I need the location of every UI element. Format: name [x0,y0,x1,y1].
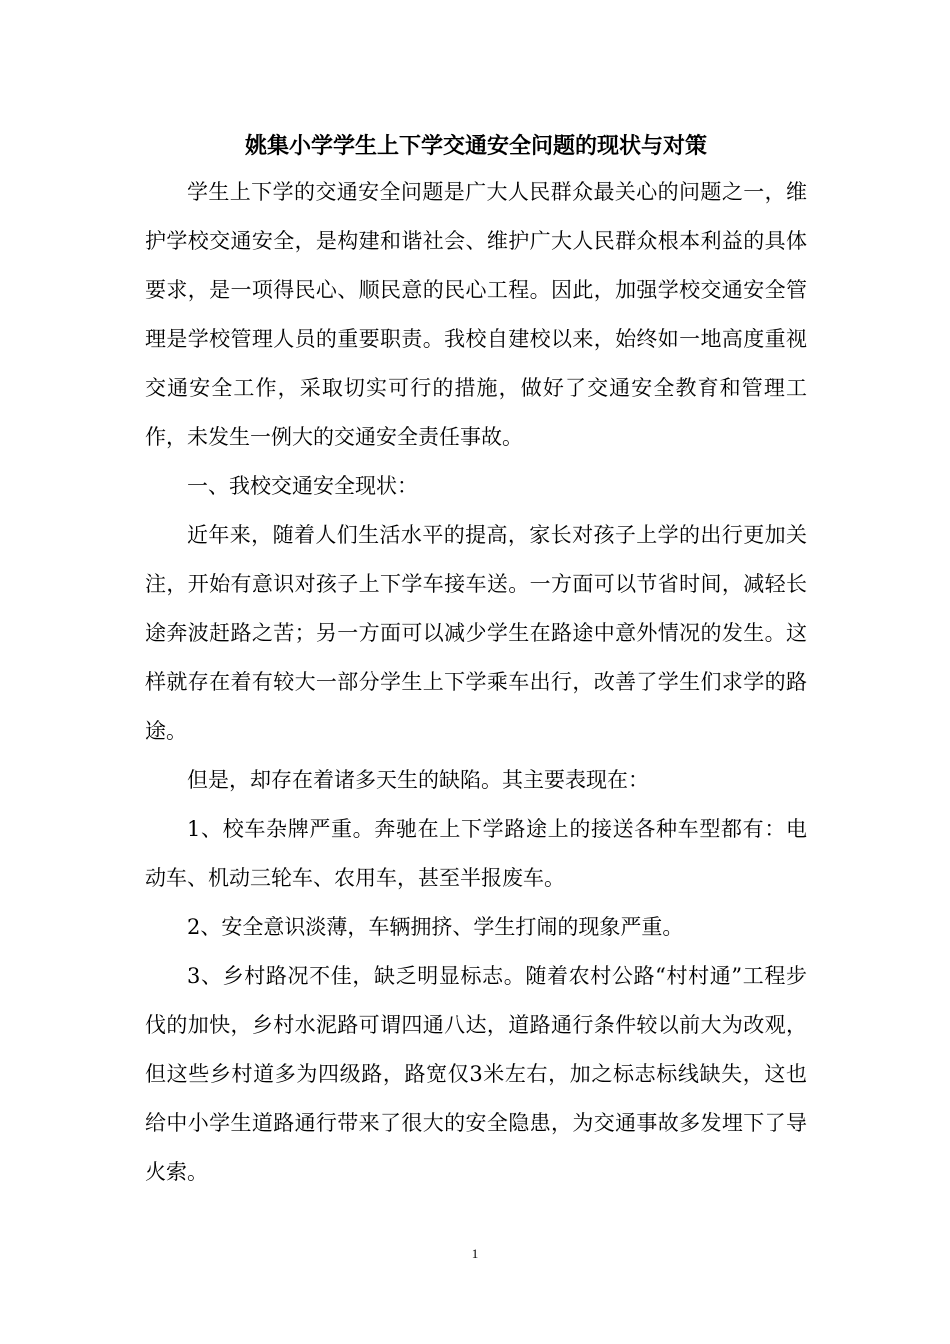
section-heading-current-status: 一、我校交通安全现状： [187,474,418,498]
list-item-2: 2、安全意识淡薄，车辆拥挤、学生打闹的现象严重。 [187,915,684,939]
list-item-3: 3、乡村路况不佳，缺乏明显标志。随着农村公路“村村通”工程步伐的加快，乡村水泥路可谓四通八达，道路通行条件较以前大为改观，但这些乡村道多为四级路，路宽仅3米左右，加之标志标线缺失，这也给中小学生道路通行带来了很大的安全隐患，为交通事故多发埋下了导火索。 [145,964,807,1184]
paragraph-recent-years: 近年来，随着人们生活水平的提高，家长对孩子上学的出行更加关注，开始有意识对孩子上下学车接车送。一方面可以节省时间，减轻长途奔波赶路之苦；另一方面可以减少学生在路途中意外情况的发生。这样就存在着有较大一部分学生上下学乘车出行，改善了学生们求学的路途。 [145,523,807,743]
paragraph-defects-intro: 但是，却存在着诸多天生的缺陷。其主要表现在： [187,768,649,792]
page-number: 1 [471,1246,479,1261]
document-body [145,124,807,1197]
list-item-1: 1、校车杂牌严重。奔驰在上下学路途上的接送各种车型都有：电动车、机动三轮车、农用车，甚至半报废车。 [145,817,807,890]
paragraph-intro: 学生上下学的交通安全问题是广大人民群众最关心的问题之一，维护学校交通安全，是构建和谐社会、维护广大人民群众根本利益的具体要求，是一项得民心、顺民意的民心工程。因此，加强学校交通安全管理是学校管理人员的重要职责。我校自建校以来，始终如一地高度重视交通安全工作，采取切实可行的措施，做好了交通安全教育和管理工作，未发生一例大的交通安全责任事故。 [145,180,807,449]
document-title: 姚集小学学生上下学交通安全问题的现状与对策 [244,133,707,159]
